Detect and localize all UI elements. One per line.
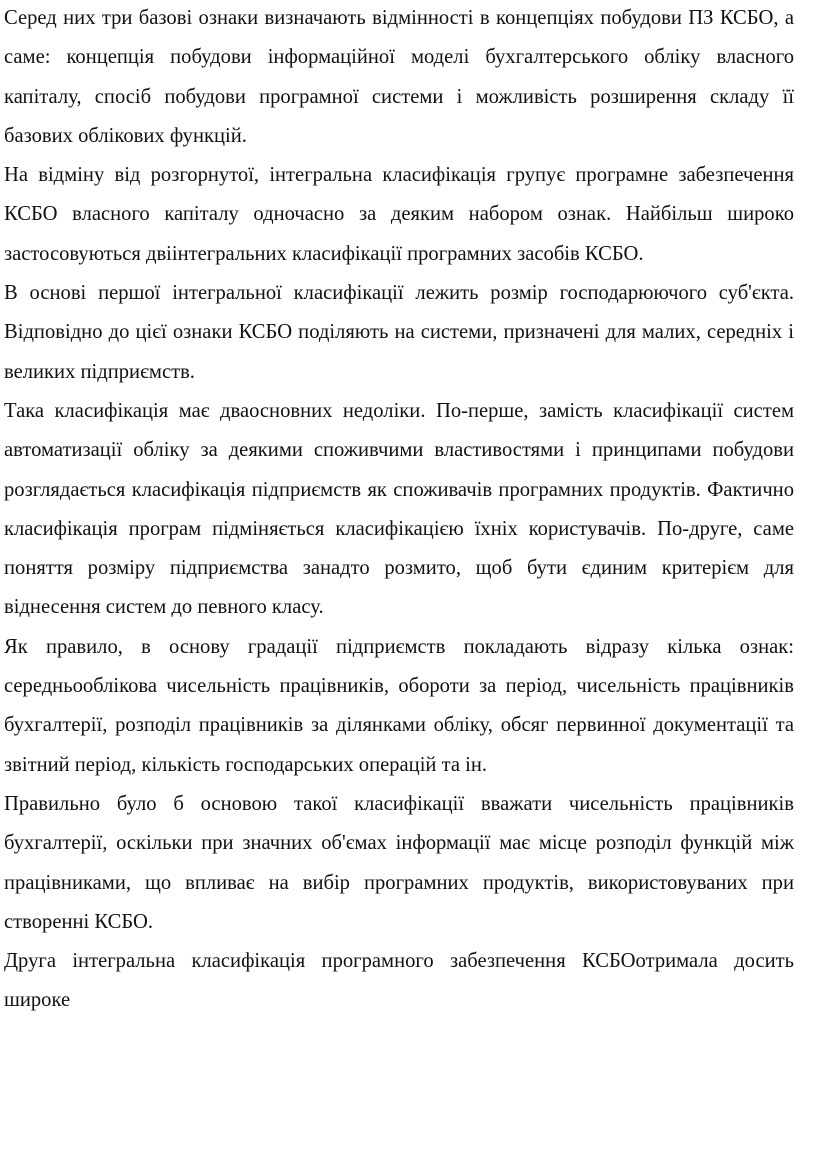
paragraph-3: В основі першої інтегральної класифікації лежить розмір господарюючого суб'єкта. Відповідно до цієї ознаки КСБО поділяють на системи, призначені для малих, середніх і великих підприємств. xyxy=(4,282,794,383)
paragraph-7: Друга інтегральна класифікація програмного забезпечення КСБОотримала досить широке xyxy=(4,950,794,1012)
paragraph-4: Така класифікація має дваосновних недоліки. По-перше, замість класифікації систем автоматизації обліку за деякими споживчими властивостями і принципами побудови розглядається класифікація підприємств як споживачів програмних продуктів. Фактично класифікація програм підміняється класифікацією їхніх користувачів. По-друге, саме поняття розміру підприємства занадто розмито, щоб бути єдиним критерієм для віднесення систем до певного класу. xyxy=(4,399,794,619)
paragraph-6: Правильно було б основою такої класифікації вважати чисельність працівників бухгалтерії, оскільки при значних об'ємах інформації має місце розподіл функцій між працівниками, що впливає на вибір програмних продуктів, використовуваних при створенні КСБО. xyxy=(4,792,794,933)
document-page xyxy=(4,0,794,1021)
paragraph-2: На відміну від розгорнутої, інтегральна класифікація групує програмне забезпечення КСБО власного капіталу одночасно за деяким набором ознак. Найбільш широко застосовуються двіінтегральних класифікації програмних засобів КСБО. xyxy=(4,164,794,265)
paragraph-5: Як правило, в основу градації підприємств покладають відразу кілька ознак: середньооблікова чисельність працівників, обороти за період, чисельність працівників бухгалтерії, розподіл працівників за ділянками обліку, обсяг первинної документації та звітний період, кількість господарських операцій та ін. xyxy=(4,635,794,776)
paragraph-1: Серед них три базові ознаки визначають відмінності в концепціях побудови ПЗ КСБО, а саме: концепція побудови інформаційної моделі бухгалтерського обліку власного капіталу, спосіб побудови програмної системи і можливість розширення складу її базових облікових функцій. xyxy=(4,7,794,147)
